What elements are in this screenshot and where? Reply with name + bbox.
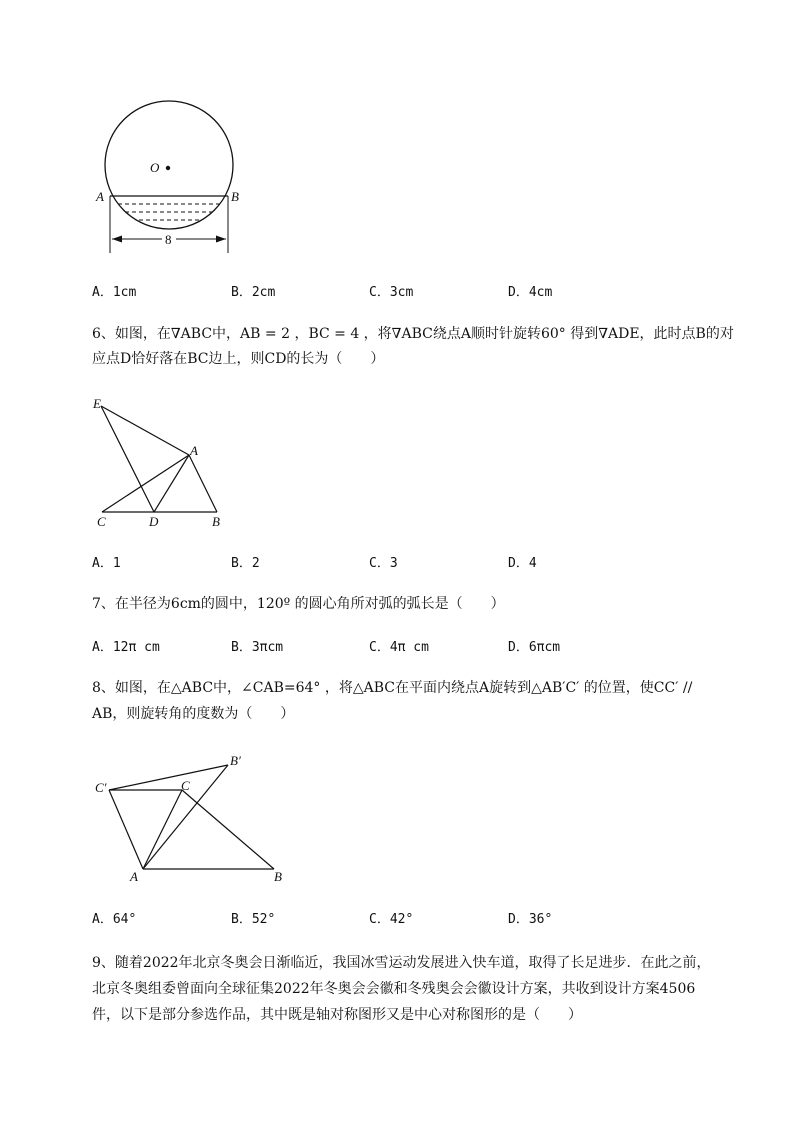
label-b: B [212, 514, 220, 529]
seg-a-c [143, 790, 182, 869]
q6-option-c: C．3 [369, 556, 398, 571]
label-b-prime: B′ [230, 753, 241, 768]
seg-c-a [102, 455, 189, 512]
q9-line-1: 9、随着2022年北京冬奥会日渐临近，我国冰雪运动发展进入快车道，取得了长足进步．在此之前， [92, 955, 711, 971]
q8-line-1: 8、如图，在△ABC中，∠CAB=64° ，将△ABC在平面内绕点A旋转到△AB′C′ 的位置，使CC′ // [92, 680, 693, 696]
label-o: O [150, 160, 160, 175]
q8-line-2: AB，则旋转角的度数为（ ） [92, 706, 295, 722]
label-c: C [181, 778, 190, 793]
q8-option-b: B．52° [231, 912, 276, 927]
triangle-rotation-figure-q8 [90, 748, 295, 888]
seg-a-b [189, 455, 217, 512]
q9-line-2: 北京冬奥组委曾面向全球征集2022年冬奥会会徽和冬残奥会会徽设计方案，共收到设计方案4506 [92, 981, 696, 997]
q5-option-d: D．4cm [508, 285, 553, 300]
water-dashes [90, 204, 250, 220]
seg-d-a [154, 455, 189, 512]
label-c: C [97, 514, 106, 529]
center-point [166, 166, 170, 170]
seg-e-a [101, 406, 189, 455]
q8-option-c: C．42° [369, 912, 414, 927]
q6-option-b: B．2 [231, 556, 260, 571]
q6-option-a: A．1 [92, 556, 121, 571]
q7-option-c: C．4π cm [369, 640, 429, 655]
label-a: A [190, 443, 198, 458]
q6-line-2: 应点D恰好落在BC边上，则CD的长为（ ） [92, 351, 385, 367]
arrow-right [216, 236, 226, 243]
label-a: A [130, 869, 138, 884]
triangle-rotation-figure-q6 [88, 395, 238, 530]
label-c-prime: C′ [95, 780, 107, 795]
q9-line-3: 件，以下是部分参选作品，其中既是轴对称图形又是中心对称图形的是（ ） [92, 1007, 582, 1023]
q7-line-1: 7、在半径为6cm的圆中，120º 的圆心角所对弧的弧长是（ ） [92, 596, 505, 612]
label-8: 8 [165, 232, 172, 247]
q7-option-b: B．3πcm [231, 640, 284, 655]
q5-option-b: B．2cm [231, 285, 276, 300]
q7-option-a: A．12π cm [92, 640, 160, 655]
q6-line-1: 6、如图，在∇ABC中，AB = 2 ，BC = 4 ，将∇ABC绕点A顺时针旋转60° 得到∇ADE，此时点B的对 [92, 326, 734, 342]
circle-water-figure [90, 95, 250, 255]
seg-cp-a [109, 790, 143, 869]
arrow-left [112, 236, 122, 243]
circle-outline [105, 101, 233, 229]
q5-option-c: C．3cm [369, 285, 414, 300]
label-b: B [231, 189, 239, 204]
label-d: D [149, 514, 159, 529]
q5-option-a: A．1cm [92, 285, 137, 300]
seg-e-d [101, 406, 154, 512]
seg-c-b [182, 790, 274, 869]
q8-option-d: D．36° [508, 912, 553, 927]
q7-option-d: D．6πcm [508, 640, 561, 655]
label-b: B [274, 869, 282, 884]
label-a: A [96, 189, 104, 204]
q6-option-d: D．4 [508, 556, 537, 571]
label-e: E [93, 396, 101, 411]
q8-option-a: A．64° [92, 912, 137, 927]
